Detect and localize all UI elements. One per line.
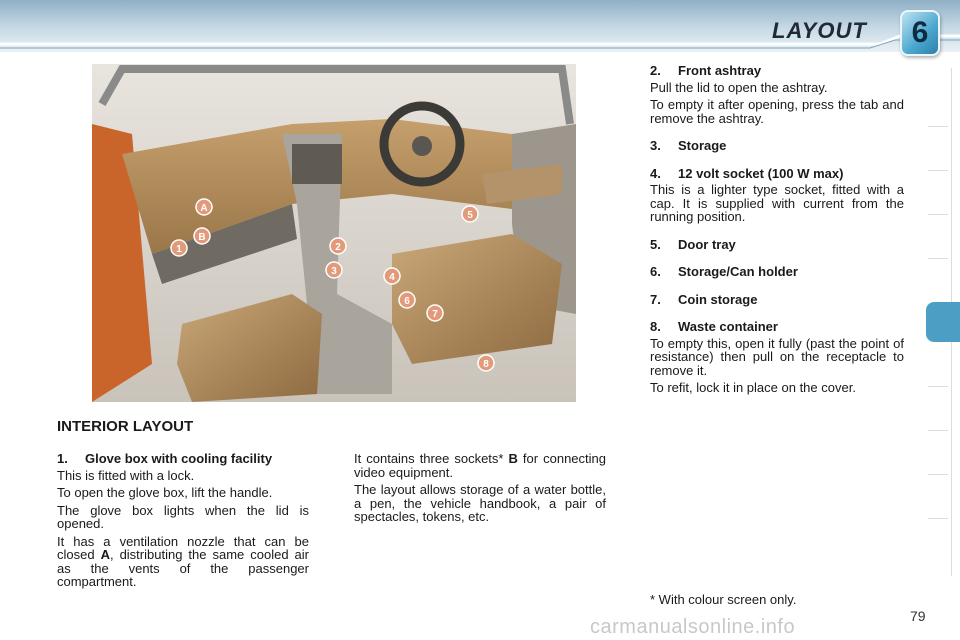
watermark: carmanualsonline.info — [590, 616, 796, 638]
text-run-bold: B — [508, 451, 518, 466]
item-number: 4. — [650, 165, 661, 181]
item-number: 1. — [57, 451, 68, 466]
left-column — [57, 452, 309, 593]
svg-text:2: 2 — [335, 242, 341, 253]
paragraph — [57, 535, 309, 589]
right-item — [650, 320, 904, 395]
paragraph — [354, 452, 606, 479]
item-number: 6. — [650, 264, 661, 279]
svg-text:4: 4 — [389, 272, 395, 283]
callout-4 — [384, 268, 400, 284]
section-title: INTERIOR LAYOUT — [57, 418, 194, 435]
svg-text:B: B — [198, 232, 206, 243]
text-run-bold: A — [100, 547, 110, 562]
item-title: Door tray — [678, 236, 736, 252]
callout-8 — [478, 355, 494, 371]
paragraph: The glove box lights when the lid is opened. — [57, 502, 309, 531]
page-number: 79 — [910, 608, 926, 624]
driver-seat — [392, 234, 562, 364]
svg-text:A: A — [200, 203, 208, 214]
item-number: 7. — [650, 291, 661, 307]
tab-divider — [928, 170, 948, 171]
item-number: 8. — [650, 319, 661, 334]
tab-divider — [928, 214, 948, 215]
item-title: Storage/Can holder — [678, 264, 798, 279]
interior-layout-illustration — [92, 64, 576, 402]
right-item-heading — [650, 167, 904, 181]
item-title: Front ashtray — [678, 63, 762, 78]
right-item-heading — [650, 139, 904, 153]
steering-hub — [412, 136, 432, 156]
footnote: * With colour screen only. — [650, 592, 797, 607]
svg-text:5: 5 — [467, 210, 473, 221]
svg-text:8: 8 — [483, 359, 489, 370]
callout-3 — [326, 262, 342, 278]
right-column — [650, 64, 904, 409]
chapter-number-badge: 6 — [900, 10, 940, 56]
item-number: 5. — [650, 236, 661, 252]
svg-text:1: 1 — [176, 244, 182, 255]
right-item — [650, 64, 904, 125]
text-run: It contains three sockets* — [354, 451, 509, 466]
chapter-title: LAYOUT — [772, 18, 867, 43]
paragraph: This is fitted with a lock. — [57, 467, 195, 483]
callout-5 — [462, 206, 478, 222]
item-title: Storage — [678, 138, 727, 153]
callout-2 — [330, 238, 346, 254]
tab-divider — [928, 474, 948, 475]
chapter-tab-active[interactable] — [926, 302, 960, 342]
paragraph: Pull the lid to open the ashtray. — [650, 79, 828, 95]
callout-7 — [427, 305, 443, 321]
svg-text:3: 3 — [331, 266, 337, 277]
callout-1 — [171, 240, 187, 256]
callout-6 — [399, 292, 415, 308]
item-1-heading — [57, 452, 309, 466]
item-title: Glove box with cooling facility — [85, 451, 273, 466]
tab-divider — [928, 126, 948, 127]
item-number: 2. — [650, 63, 661, 78]
callout-B — [194, 228, 210, 244]
paragraph: To open the glove box, lift the handle. — [57, 485, 273, 500]
right-item-heading — [650, 238, 904, 252]
svg-text:6: 6 — [404, 296, 410, 307]
paragraph: To empty it after opening, press the tab and remove the ashtray. — [650, 97, 904, 126]
paragraph: To refit, lock it in place on the cover. — [650, 380, 856, 395]
item-title: Waste container — [678, 319, 778, 334]
tab-divider — [928, 386, 948, 387]
right-item — [650, 238, 904, 252]
text-run: It has a ventilation nozzle that can be closed — [57, 533, 309, 562]
right-item-heading — [650, 320, 904, 334]
right-item — [650, 293, 904, 307]
right-item-heading — [650, 265, 904, 279]
tab-divider — [928, 430, 948, 431]
svg-text:7: 7 — [432, 309, 438, 320]
right-item-heading — [650, 64, 904, 78]
right-column-items — [650, 64, 904, 395]
paragraph: The layout allows storage of a water bottle, a pen, the vehicle handbook, a pair of spectacles, tokens, etc. — [354, 482, 606, 524]
right-item — [650, 167, 904, 224]
item-title: 12 volt socket (100 W max) — [678, 165, 844, 181]
paragraph: This is a lighter type socket, fitted with a cap. It is supplied with current from the running position. — [650, 182, 904, 224]
callout-A — [196, 199, 212, 215]
right-item — [650, 265, 904, 279]
item-number: 3. — [650, 138, 661, 153]
right-item — [650, 139, 904, 153]
page-header — [0, 0, 960, 52]
tab-divider — [928, 258, 948, 259]
right-item-heading — [650, 293, 904, 307]
text-run: , distributing the same cooled air as the vents of the passenger compartment. — [57, 547, 309, 589]
paragraph: To empty this, open it fully (past the point of resistance) then pull on the receptacle to remove it. — [650, 335, 904, 378]
text-run: for connecting video equipment. — [354, 451, 606, 480]
centre-vents — [292, 144, 342, 184]
tab-divider — [928, 518, 948, 519]
middle-column — [354, 452, 606, 528]
item-title: Coin storage — [678, 291, 758, 307]
